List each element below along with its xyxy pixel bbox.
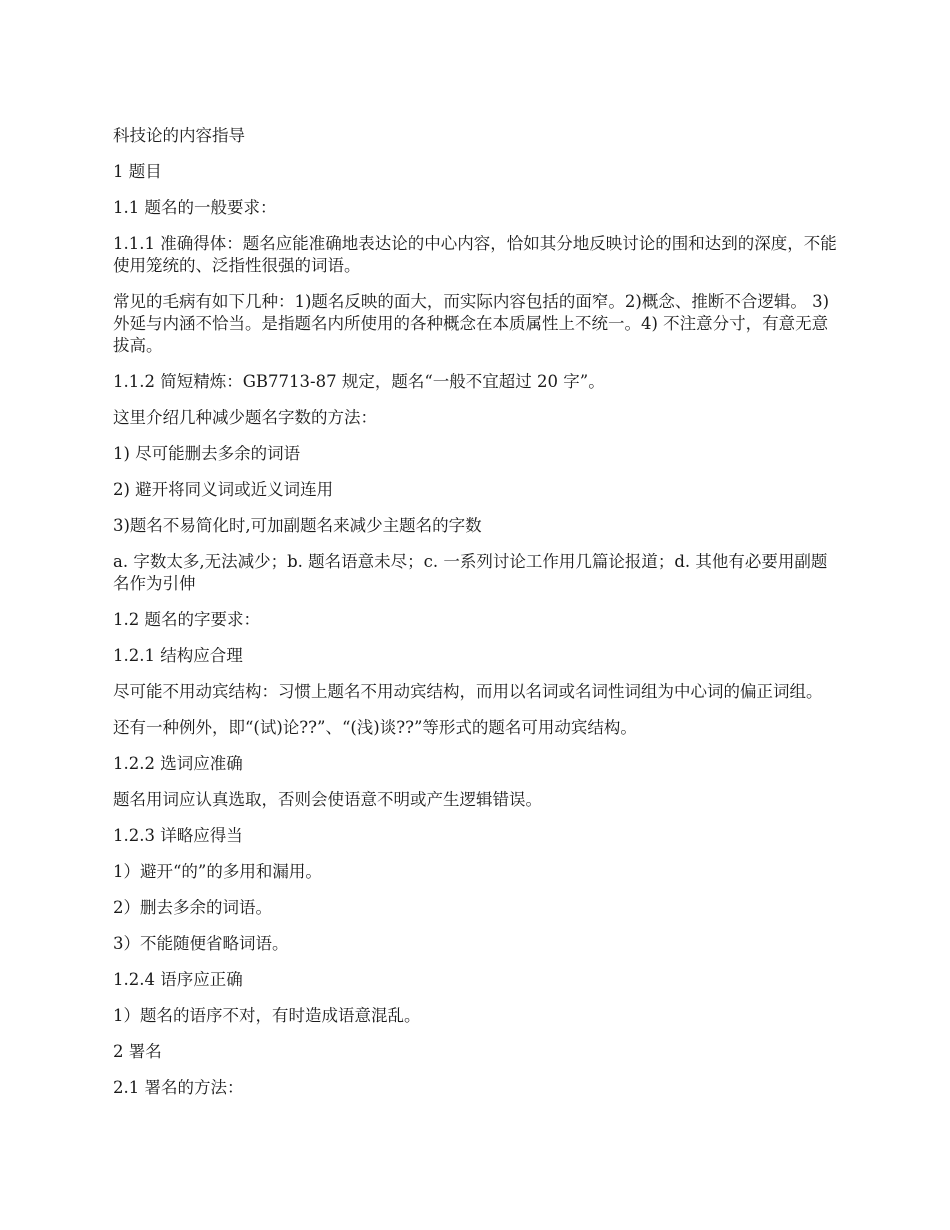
paragraph: 还有一种例外，即“(试)论??”、“(浅)谈??”等形式的题名可用动宾结构。 <box>113 718 637 737</box>
document-body <box>113 125 843 1113</box>
paragraph: 常见的毛病有如下几种：1)题名反映的面大，而实际内容包括的面窄。2)概念、推断不合逻辑。 3)外延与内涵不恰当。是指题名内所使用的各种概念在本质属性上不统一。4) 不注意分寸，有意无意拔高。 <box>113 292 830 355</box>
list-item: 3)题名不易简化时,可加副题名来减少主题名的字数 <box>113 516 482 535</box>
list-item: 3）不能随便省略词语。 <box>113 934 289 953</box>
list-item: 2) 避开将同义词或近义词连用 <box>113 480 334 499</box>
list-item: 2）删去多余的词语。 <box>113 898 272 917</box>
paragraph: 尽可能不用动宾结构：习惯上题名不用动宾结构，而用以名词或名词性词组为中心词的偏正词组。 <box>113 682 823 701</box>
section-heading: 1 题目 <box>113 162 162 181</box>
paragraph: 这里介绍几种减少题名字数的方法： <box>113 408 377 427</box>
subsection-heading: 1.1 题名的一般要求： <box>113 198 277 217</box>
paragraph: 1.1.2 简短精炼：GB7713-87 规定，题名“一般不宜超过 20 字”。 <box>113 372 605 391</box>
subsubsection-heading: 1.2.2 选词应准确 <box>113 754 243 773</box>
list-item: 1) 尽可能删去多余的词语 <box>113 444 301 463</box>
subsubsection-heading: 1.2.4 语序应正确 <box>113 970 243 989</box>
subsubsection-heading: 1.2.3 详略应得当 <box>113 826 243 845</box>
subsection-heading: 1.2 题名的字要求： <box>113 610 260 629</box>
list-item: 1）避开“的”的多用和漏用。 <box>113 862 322 881</box>
subsection-heading: 2.1 署名的方法： <box>113 1078 244 1097</box>
document-title: 科技论的内容指导 <box>113 126 245 145</box>
paragraph: a. 字数太多,无法减少；b. 题名语意未尽；c. 一系列讨论工作用几篇论报道；d. 其他有必要用副题名作为引伸 <box>113 552 828 593</box>
subsubsection-heading: 1.2.1 结构应合理 <box>113 646 243 665</box>
list-item: 1）题名的语序不对，有时造成语意混乱。 <box>113 1006 421 1025</box>
section-heading: 2 署名 <box>113 1042 162 1061</box>
paragraph: 题名用词应认真选取，否则会使语意不明或产生逻辑错误。 <box>113 790 542 809</box>
paragraph: 1.1.1 准确得体：题名应能准确地表达论的中心内容，恰如其分地反映讨论的围和达到的深度，不能使用笼统的、泛指性很强的词语。 <box>113 234 837 275</box>
